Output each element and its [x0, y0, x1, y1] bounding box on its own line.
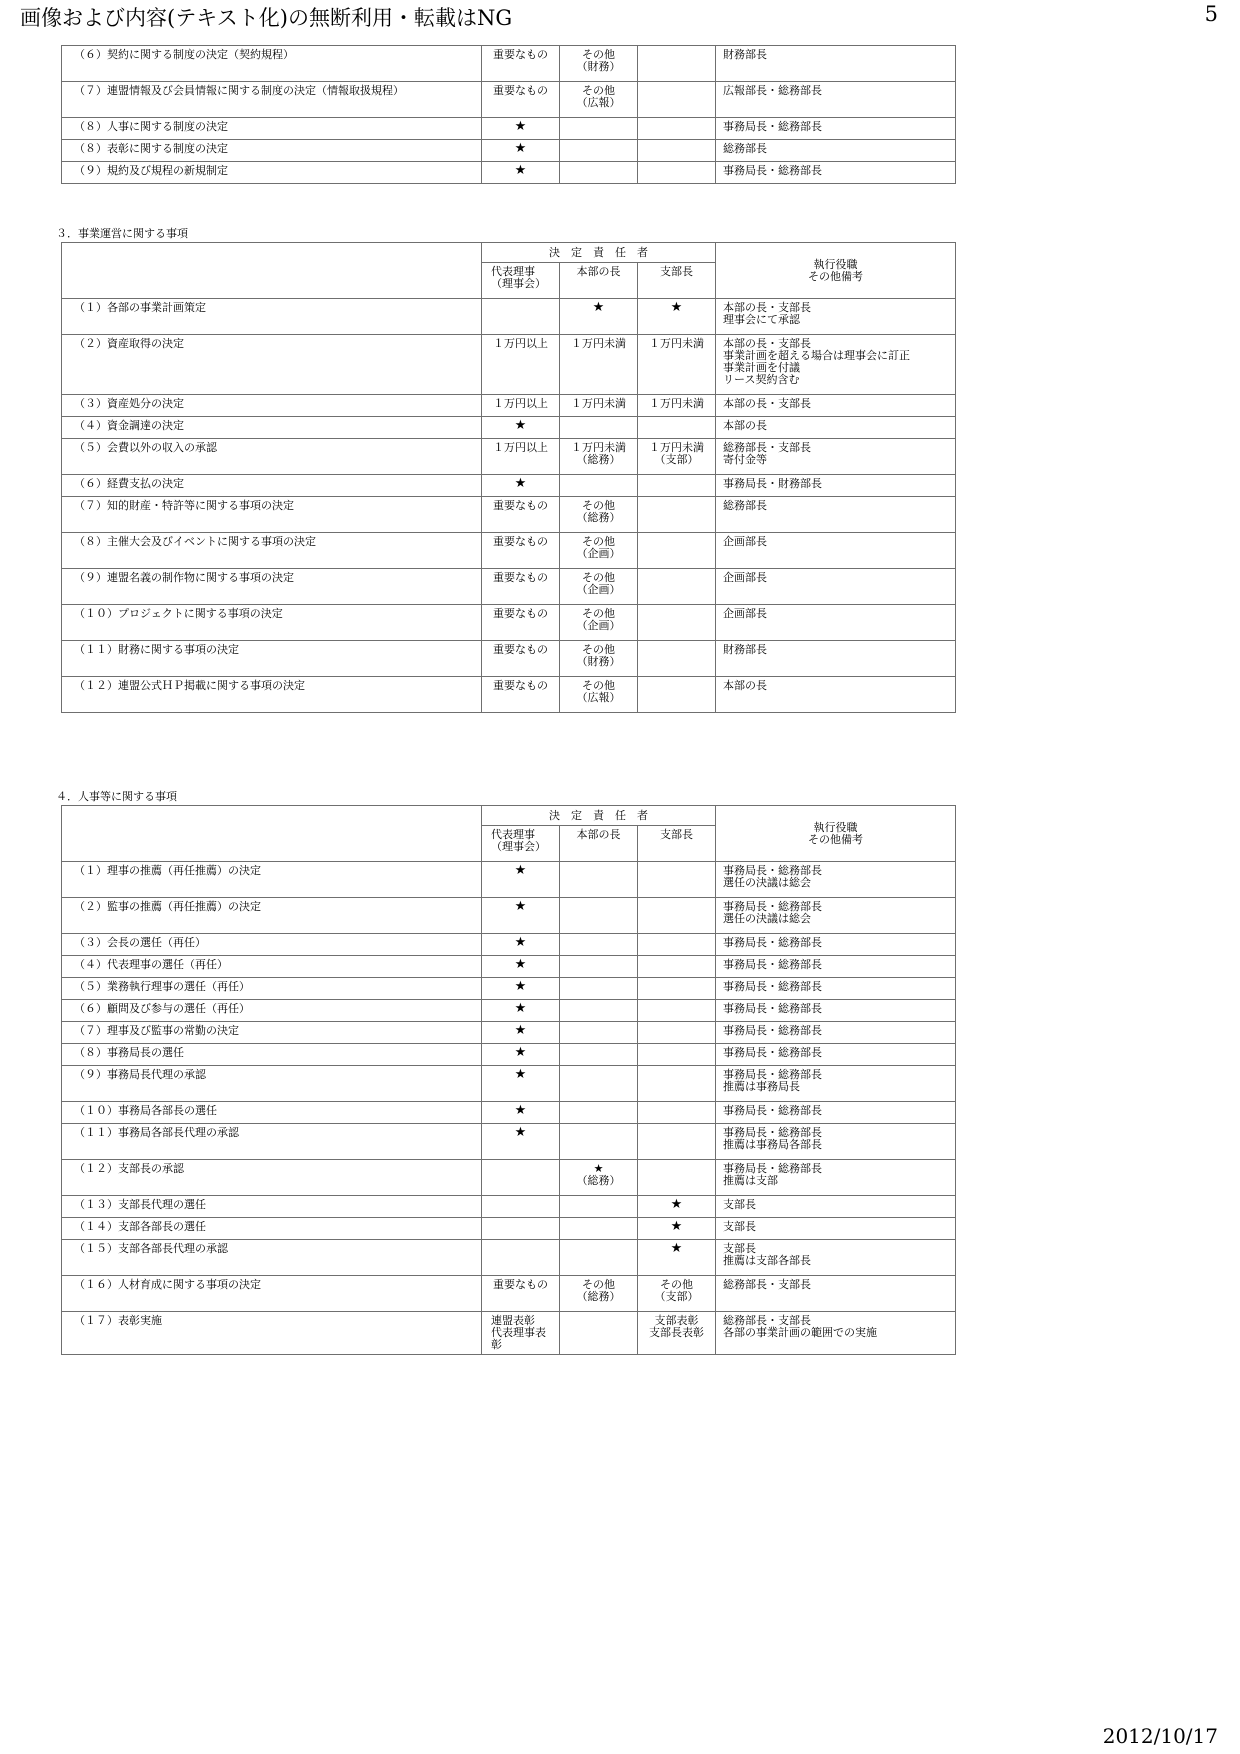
- item-name-cell: （４）代表理事の選任（再任）: [62, 956, 482, 978]
- executive-notes-cell: 事務局長・総務部長: [716, 956, 956, 978]
- branch-head-cell: [638, 162, 716, 184]
- executive-notes-cell: 本部の長: [716, 417, 956, 439]
- item-name-cell: （１０）事務局各部長の選任: [62, 1102, 482, 1124]
- representative-director-cell: ★: [482, 978, 560, 1000]
- headquarters-head-cell: [560, 1124, 638, 1160]
- executive-notes-cell: 事務局長・総務部長: [716, 1022, 956, 1044]
- headquarters-head-cell: その他 （財務）: [560, 46, 638, 82]
- page-number: 5: [1204, 2, 1218, 26]
- headquarters-head-cell: [560, 1044, 638, 1066]
- section-3-title: ３．事業運営に関する事項: [56, 227, 188, 240]
- representative-director-cell: ★: [482, 1000, 560, 1022]
- representative-director-cell: １万円以上: [482, 439, 560, 475]
- executive-notes-cell: 事務局長・財務部長: [716, 475, 956, 497]
- table-row: [62, 934, 956, 956]
- executive-notes-cell: 支部長: [716, 1196, 956, 1218]
- executive-notes-cell: 事務局長・総務部長 推薦は事務局長: [716, 1066, 956, 1102]
- representative-director-header: 代表理事 （理事会）: [482, 263, 560, 299]
- representative-director-cell: 重要なもの: [482, 46, 560, 82]
- representative-director-cell: 重要なもの: [482, 82, 560, 118]
- table-row: [62, 335, 956, 395]
- executive-notes-cell: 本部の長: [716, 677, 956, 713]
- table-row: [62, 605, 956, 641]
- representative-director-cell: 重要なもの: [482, 497, 560, 533]
- table-row: [62, 140, 956, 162]
- decision-authority-header: 決 定 責 任 者: [482, 243, 716, 263]
- item-name-cell: （５）業務執行理事の選任（再任）: [62, 978, 482, 1000]
- representative-director-cell: ★: [482, 162, 560, 184]
- headquarters-head-cell: その他 （広報）: [560, 677, 638, 713]
- branch-head-cell: １万円未満 （支部）: [638, 439, 716, 475]
- executive-notes-cell: 支部長: [716, 1218, 956, 1240]
- item-name-cell: （８）事務局長の選任: [62, 1044, 482, 1066]
- representative-director-cell: ★: [482, 1102, 560, 1124]
- executive-notes-cell: 事務局長・総務部長: [716, 978, 956, 1000]
- table-row: [62, 862, 956, 898]
- headquarters-head-header: 本部の長: [560, 263, 638, 299]
- item-name-cell: （７）知的財産・特許等に関する事項の決定: [62, 497, 482, 533]
- item-name-cell: （９）連盟名義の制作物に関する事項の決定: [62, 569, 482, 605]
- item-name-cell: （９）規約及び規程の新規制定: [62, 162, 482, 184]
- representative-director-cell: 重要なもの: [482, 677, 560, 713]
- headquarters-head-cell: [560, 862, 638, 898]
- table-row: [62, 299, 956, 335]
- headquarters-head-cell: [560, 1196, 638, 1218]
- executive-notes-cell: 総務部長: [716, 140, 956, 162]
- item-name-cell: （４）資金調達の決定: [62, 417, 482, 439]
- item-name-cell: （１１）事務局各部長代理の承認: [62, 1124, 482, 1160]
- executive-notes-cell: 事務局長・総務部長 推薦は支部: [716, 1160, 956, 1196]
- representative-director-cell: 重要なもの: [482, 641, 560, 677]
- headquarters-head-cell: [560, 162, 638, 184]
- branch-head-cell: [638, 533, 716, 569]
- executive-notes-cell: 財務部長: [716, 46, 956, 82]
- headquarters-head-cell: [560, 1240, 638, 1276]
- headquarters-head-cell: [560, 956, 638, 978]
- branch-head-cell: [638, 475, 716, 497]
- item-name-cell: （６）顧問及び参与の選任（再任）: [62, 1000, 482, 1022]
- headquarters-head-cell: [560, 475, 638, 497]
- table-row: [62, 1044, 956, 1066]
- headquarters-head-cell: その他 （財務）: [560, 641, 638, 677]
- representative-director-cell: 重要なもの: [482, 1276, 560, 1312]
- representative-director-cell: ★: [482, 140, 560, 162]
- representative-director-cell: 連盟表彰 代表理事表彰: [482, 1312, 560, 1355]
- representative-director-cell: ★: [482, 417, 560, 439]
- executive-notes-cell: 事務局長・総務部長 選任の決議は総会: [716, 862, 956, 898]
- headquarters-head-cell: １万円未満: [560, 335, 638, 395]
- headquarters-head-cell: １万円未満 （総務）: [560, 439, 638, 475]
- representative-director-cell: [482, 1196, 560, 1218]
- representative-director-cell: １万円以上: [482, 335, 560, 395]
- item-header-cell: [62, 806, 482, 862]
- representative-director-header: 代表理事 （理事会）: [482, 826, 560, 862]
- headquarters-head-cell: [560, 1312, 638, 1355]
- table-row: [62, 82, 956, 118]
- item-name-cell: （２）監事の推薦（再任推薦）の決定: [62, 898, 482, 934]
- table-row: [62, 677, 956, 713]
- representative-director-cell: １万円以上: [482, 395, 560, 417]
- table-row: [62, 475, 956, 497]
- branch-head-cell: [638, 1124, 716, 1160]
- executive-notes-cell: 総務部長・支部長 寄付金等: [716, 439, 956, 475]
- table-row: [62, 497, 956, 533]
- headquarters-head-cell: [560, 1066, 638, 1102]
- representative-director-cell: ★: [482, 1022, 560, 1044]
- executive-notes-cell: 財務部長: [716, 641, 956, 677]
- headquarters-head-cell: ★: [560, 299, 638, 335]
- item-name-cell: （３）会長の選任（再任）: [62, 934, 482, 956]
- table-row: [62, 1276, 956, 1312]
- executive-notes-cell: 事務局長・総務部長: [716, 934, 956, 956]
- branch-head-cell: [638, 605, 716, 641]
- executive-notes-cell: 広報部長・総務部長: [716, 82, 956, 118]
- branch-head-cell: [638, 1044, 716, 1066]
- table-row: [62, 395, 956, 417]
- branch-head-cell: ★: [638, 1218, 716, 1240]
- item-name-cell: （１６）人材育成に関する事項の決定: [62, 1276, 482, 1312]
- branch-head-cell: [638, 641, 716, 677]
- item-name-cell: （１）各部の事業計画策定: [62, 299, 482, 335]
- branch-head-cell: [638, 956, 716, 978]
- executive-notes-cell: 本部の長・支部長 事業計画を超える場合は理事会に訂正 事業計画を付議 リース契約含む: [716, 335, 956, 395]
- item-name-cell: （８）人事に関する制度の決定: [62, 118, 482, 140]
- representative-director-cell: ★: [482, 118, 560, 140]
- table-row: [62, 1124, 956, 1160]
- item-name-cell: （３）資産処分の決定: [62, 395, 482, 417]
- branch-head-header: 支部長: [638, 826, 716, 862]
- executive-notes-cell: 事務局長・総務部長: [716, 1000, 956, 1022]
- item-name-cell: （１３）支部長代理の選任: [62, 1196, 482, 1218]
- business-operations-table: [61, 242, 956, 713]
- headquarters-head-cell: [560, 1102, 638, 1124]
- headquarters-head-cell: [560, 1000, 638, 1022]
- representative-director-cell: ★: [482, 934, 560, 956]
- executive-notes-header: 執行役職 その他備考: [716, 243, 956, 299]
- executive-notes-cell: 総務部長・支部長 各部の事業計画の範囲での実施: [716, 1312, 956, 1355]
- headquarters-head-cell: その他 （企画）: [560, 569, 638, 605]
- headquarters-head-cell: [560, 978, 638, 1000]
- table-row: [62, 162, 956, 184]
- representative-director-cell: [482, 299, 560, 335]
- branch-head-cell: その他 （支部）: [638, 1276, 716, 1312]
- branch-head-cell: [638, 569, 716, 605]
- item-name-cell: （１７）表彰実施: [62, 1312, 482, 1355]
- branch-head-cell: [638, 497, 716, 533]
- executive-notes-cell: 事務局長・総務部長: [716, 162, 956, 184]
- representative-director-cell: 重要なもの: [482, 605, 560, 641]
- representative-director-cell: ★: [482, 1066, 560, 1102]
- table-row: [62, 978, 956, 1000]
- headquarters-head-cell: その他 （総務）: [560, 1276, 638, 1312]
- headquarters-head-cell: [560, 1218, 638, 1240]
- table-row: [62, 1160, 956, 1196]
- table-row: [62, 46, 956, 82]
- executive-notes-cell: 事務局長・総務部長 推薦は事務局各部長: [716, 1124, 956, 1160]
- branch-head-cell: [638, 417, 716, 439]
- section-4-title: ４．人事等に関する事項: [56, 790, 177, 803]
- headquarters-head-cell: [560, 1022, 638, 1044]
- headquarters-head-header: 本部の長: [560, 826, 638, 862]
- item-name-cell: （１０）プロジェクトに関する事項の決定: [62, 605, 482, 641]
- table-row: [62, 1196, 956, 1218]
- rules-table-continued: [61, 45, 956, 184]
- item-name-cell: （８）表彰に関する制度の決定: [62, 140, 482, 162]
- headquarters-head-cell: [560, 417, 638, 439]
- executive-notes-cell: 総務部長: [716, 497, 956, 533]
- branch-head-cell: ★: [638, 1240, 716, 1276]
- table-row: [62, 569, 956, 605]
- table-row: [62, 956, 956, 978]
- executive-notes-cell: 事務局長・総務部長 選任の決議は総会: [716, 898, 956, 934]
- table-row: [62, 417, 956, 439]
- headquarters-head-cell: その他 （総務）: [560, 497, 638, 533]
- headquarters-head-cell: [560, 140, 638, 162]
- representative-director-cell: ★: [482, 862, 560, 898]
- headquarters-head-cell: ★ （総務）: [560, 1160, 638, 1196]
- branch-head-cell: １万円未満: [638, 395, 716, 417]
- headquarters-head-cell: １万円未満: [560, 395, 638, 417]
- representative-director-cell: ★: [482, 898, 560, 934]
- branch-head-cell: [638, 82, 716, 118]
- executive-notes-cell: 事務局長・総務部長: [716, 1044, 956, 1066]
- executive-notes-cell: 事務局長・総務部長: [716, 1102, 956, 1124]
- representative-director-cell: [482, 1240, 560, 1276]
- document-date: 2012/10/17: [1102, 1724, 1218, 1748]
- branch-head-cell: [638, 46, 716, 82]
- decision-authority-header: 決 定 責 任 者: [482, 806, 716, 826]
- branch-head-cell: [638, 862, 716, 898]
- representative-director-cell: ★: [482, 475, 560, 497]
- item-name-cell: （１１）財務に関する事項の決定: [62, 641, 482, 677]
- item-name-cell: （１２）支部長の承認: [62, 1160, 482, 1196]
- branch-head-cell: [638, 934, 716, 956]
- branch-head-cell: [638, 677, 716, 713]
- item-name-cell: （５）会費以外の収入の承認: [62, 439, 482, 475]
- representative-director-cell: [482, 1218, 560, 1240]
- executive-notes-header: 執行役職 その他備考: [716, 806, 956, 862]
- executive-notes-cell: 企画部長: [716, 533, 956, 569]
- representative-director-cell: ★: [482, 956, 560, 978]
- executive-notes-cell: 総務部長・支部長: [716, 1276, 956, 1312]
- branch-head-cell: ★: [638, 1196, 716, 1218]
- branch-head-cell: [638, 1022, 716, 1044]
- representative-director-cell: 重要なもの: [482, 569, 560, 605]
- branch-head-cell: [638, 1066, 716, 1102]
- headquarters-head-cell: [560, 934, 638, 956]
- table-row: [62, 641, 956, 677]
- item-name-cell: （１）理事の推薦（再任推薦）の決定: [62, 862, 482, 898]
- table-row: [62, 1312, 956, 1355]
- executive-notes-cell: 事務局長・総務部長: [716, 118, 956, 140]
- headquarters-head-cell: その他 （企画）: [560, 605, 638, 641]
- branch-head-cell: [638, 1160, 716, 1196]
- representative-director-cell: [482, 1160, 560, 1196]
- table-row: [62, 1066, 956, 1102]
- branch-head-cell: ★: [638, 299, 716, 335]
- representative-director-cell: 重要なもの: [482, 533, 560, 569]
- item-name-cell: （１４）支部各部長の選任: [62, 1218, 482, 1240]
- branch-head-cell: [638, 1102, 716, 1124]
- table-row: [62, 439, 956, 475]
- branch-head-cell: [638, 118, 716, 140]
- item-name-cell: （９）事務局長代理の承認: [62, 1066, 482, 1102]
- personnel-matters-table: [61, 805, 956, 1355]
- headquarters-head-cell: その他 （企画）: [560, 533, 638, 569]
- table-row: [62, 1102, 956, 1124]
- item-name-cell: （１２）連盟公式ＨＰ掲載に関する事項の決定: [62, 677, 482, 713]
- table-row: [62, 533, 956, 569]
- item-name-cell: （６）契約に関する制度の決定（契約規程）: [62, 46, 482, 82]
- item-name-cell: （８）主催大会及びイベントに関する事項の決定: [62, 533, 482, 569]
- item-name-cell: （２）資産取得の決定: [62, 335, 482, 395]
- branch-head-cell: 支部表彰 支部長表彰: [638, 1312, 716, 1355]
- branch-head-cell: [638, 140, 716, 162]
- representative-director-cell: ★: [482, 1044, 560, 1066]
- item-header-cell: [62, 243, 482, 299]
- document-header-title: 画像および内容(テキスト化)の無断利用・転載はNG: [20, 6, 513, 30]
- table-row: [62, 1000, 956, 1022]
- executive-notes-cell: 本部の長・支部長: [716, 395, 956, 417]
- item-name-cell: （７）理事及び監事の常勤の決定: [62, 1022, 482, 1044]
- headquarters-head-cell: [560, 118, 638, 140]
- executive-notes-cell: 支部長 推薦は支部各部長: [716, 1240, 956, 1276]
- item-name-cell: （７）連盟情報及び会員情報に関する制度の決定（情報取扱規程）: [62, 82, 482, 118]
- branch-head-cell: [638, 978, 716, 1000]
- headquarters-head-cell: [560, 898, 638, 934]
- table-row: [62, 1218, 956, 1240]
- branch-head-cell: [638, 1000, 716, 1022]
- item-name-cell: （１５）支部各部長代理の承認: [62, 1240, 482, 1276]
- table-row: [62, 898, 956, 934]
- table-row: [62, 118, 956, 140]
- item-name-cell: （６）経費支払の決定: [62, 475, 482, 497]
- branch-head-cell: [638, 898, 716, 934]
- branch-head-header: 支部長: [638, 263, 716, 299]
- executive-notes-cell: 本部の長・支部長 理事会にて承認: [716, 299, 956, 335]
- headquarters-head-cell: その他 （広報）: [560, 82, 638, 118]
- representative-director-cell: ★: [482, 1124, 560, 1160]
- executive-notes-cell: 企画部長: [716, 605, 956, 641]
- branch-head-cell: １万円未満: [638, 335, 716, 395]
- table-row: [62, 1022, 956, 1044]
- table-row: [62, 1240, 956, 1276]
- executive-notes-cell: 企画部長: [716, 569, 956, 605]
